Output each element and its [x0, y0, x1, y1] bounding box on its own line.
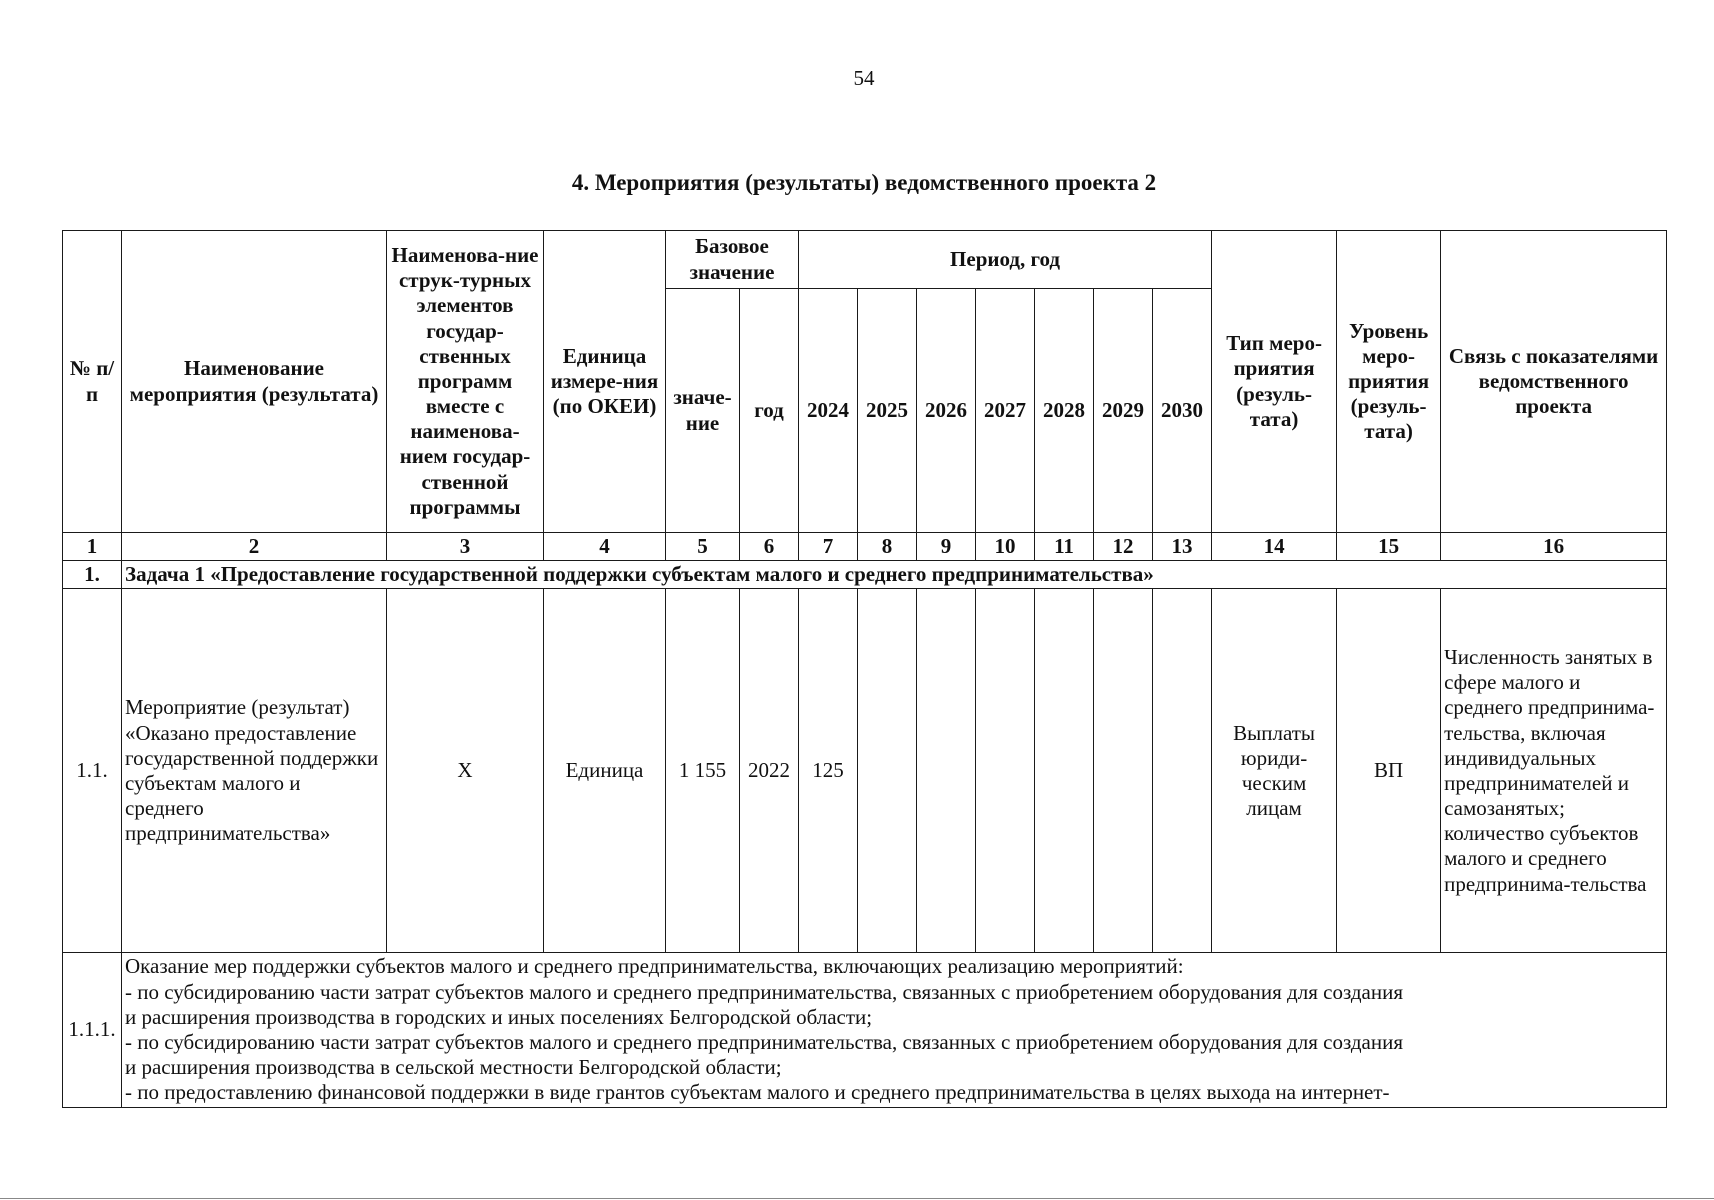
column-number: 7 — [799, 533, 858, 561]
header-year-2029: 2029 — [1094, 289, 1153, 533]
header-year-2027: 2027 — [976, 289, 1035, 533]
sub-measure-line: - по субсидированию части затрат субъектов малого и среднего предпринимательства, связанных с приобретением оборудования для создания — [125, 1029, 1404, 1054]
measure-base-value: 1 155 — [666, 589, 740, 953]
column-number: 9 — [917, 533, 976, 561]
column-number: 10 — [976, 533, 1035, 561]
column-number: 4 — [544, 533, 666, 561]
measure-row — [63, 589, 1667, 953]
measure-struct: Х — [387, 589, 544, 953]
measure-value-2028 — [1035, 589, 1094, 953]
measure-value-2029 — [1094, 589, 1153, 953]
measure-type: Выплаты юриди-ческим лицам — [1212, 589, 1337, 953]
column-number: 11 — [1035, 533, 1094, 561]
column-numbers-row — [63, 533, 1667, 561]
measure-value-2027 — [976, 589, 1035, 953]
header-struct: Наименова-ние струк-турных элементов государ-ственных программ вместе с наименова-нием государ-ственной программы — [387, 231, 544, 533]
sub-measure-line: - по предоставлению финансовой поддержки в виде грантов субъектам малого и среднего предпринимательства в целях выхода на интернет- — [125, 1080, 1390, 1105]
measure-value-2030 — [1153, 589, 1212, 953]
column-number: 12 — [1094, 533, 1153, 561]
header-unit: Единица измере-ния (по ОКЕИ) — [544, 231, 666, 533]
header-year-2026: 2026 — [917, 289, 976, 533]
column-number: 2 — [122, 533, 387, 561]
measure-unit: Единица — [544, 589, 666, 953]
header-year-2028: 2028 — [1035, 289, 1094, 533]
measure-value-2026 — [917, 589, 976, 953]
measure-name: Мероприятие (результат) «Оказано предоставление государственной поддержки субъектам малого и среднего предпринимательства» — [122, 589, 387, 953]
header-year-2030: 2030 — [1153, 289, 1212, 533]
column-number: 13 — [1153, 533, 1212, 561]
sub-measure-line: и расширения производства в городских и иных поселениях Белгородской области; — [125, 1004, 873, 1029]
sub-measure-line: - по субсидированию части затрат субъектов малого и среднего предпринимательства, связанных с приобретением оборудования для создания — [125, 979, 1404, 1004]
measure-level: ВП — [1337, 589, 1441, 953]
header-year-2024: 2024 — [799, 289, 858, 533]
column-number: 14 — [1212, 533, 1337, 561]
task-title: Задача 1 «Предоставление государственной поддержки субъектам малого и среднего предпринимательства» — [122, 561, 1667, 589]
header-base: Базовое значение — [666, 231, 799, 289]
header-base-value: значе-ние — [666, 289, 740, 533]
measure-value-2025 — [858, 589, 917, 953]
header-period: Период, год — [799, 231, 1212, 289]
measure-base-year: 2022 — [740, 589, 799, 953]
header-type: Тип меро-приятия (резуль-тата) — [1212, 231, 1337, 533]
column-number: 6 — [740, 533, 799, 561]
header-name: Наименование мероприятия (результата) — [122, 231, 387, 533]
page-number: 54 — [853, 66, 875, 90]
sub-measure-number: 1.1.1. — [63, 953, 122, 1107]
column-number: 5 — [666, 533, 740, 561]
column-number: 8 — [858, 533, 917, 561]
column-number: 3 — [387, 533, 544, 561]
header-level: Уровень меро-приятия (резуль-тата) — [1337, 231, 1441, 533]
sub-measure-line: и расширения производства в сельской местности Белгородской области; — [125, 1055, 782, 1080]
page-bottom-rule — [0, 1198, 1714, 1199]
column-number: 1 — [63, 533, 122, 561]
task-number: 1. — [63, 561, 122, 589]
sub-measure-line: Оказание мер поддержки субъектов малого и среднего предпринимательства, включающих реализацию мероприятий: — [125, 954, 1184, 979]
measure-number: 1.1. — [63, 589, 122, 953]
task-row — [63, 561, 1667, 589]
header-num: № п/п — [63, 231, 122, 533]
header-year-2025: 2025 — [858, 289, 917, 533]
header-link: Связь с показателями ведомственного проекта — [1441, 231, 1667, 533]
measure-value-2024: 125 — [799, 589, 858, 953]
column-number: 15 — [1337, 533, 1441, 561]
section-title: 4. Мероприятия (результаты) ведомственного проекта 2 — [571, 170, 1157, 195]
header-base-year: год — [740, 289, 799, 533]
measure-link: Численность занятых в сфере малого и среднего предпринима-тельства, включая индивидуальных предпринимателей и самозанятых; количество субъектов малого и среднего предпринима-тельства — [1441, 589, 1667, 953]
sub-measure-text — [122, 953, 1667, 1107]
measures-table — [62, 230, 1667, 1108]
sub-measure-row — [63, 953, 1667, 1107]
column-number: 16 — [1441, 533, 1667, 561]
